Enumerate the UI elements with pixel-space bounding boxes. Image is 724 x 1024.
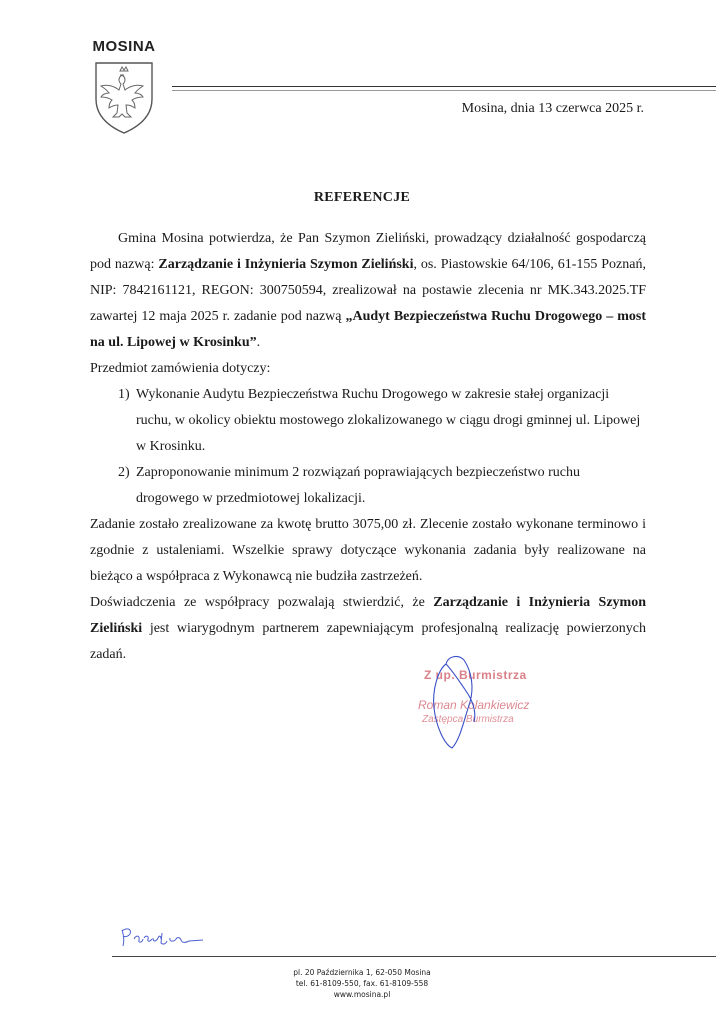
header-divider bbox=[172, 86, 716, 87]
intro-text: Gmina Mosina potwierdza, że Pan Szymon Zieliński, prowadzący działalność gospodarczą pod nazwą: bbox=[90, 231, 646, 272]
brand-name: MOSINA bbox=[92, 38, 156, 55]
footer-contact bbox=[0, 967, 724, 1000]
letter-date: Mosina, dnia 13 czerwca 2025 r. bbox=[461, 101, 644, 116]
list-item-number: 2) bbox=[118, 465, 130, 480]
footer-divider bbox=[112, 956, 716, 957]
letterhead-logo bbox=[86, 38, 162, 135]
list-item bbox=[90, 460, 646, 512]
stamp-line-authority: Z up. Burmistrza bbox=[424, 668, 527, 682]
scope-list bbox=[90, 382, 646, 512]
footer-address: pl. 20 Października 1, 62-050 Mosina bbox=[293, 968, 431, 977]
letter-body bbox=[90, 226, 646, 668]
stamp-line-name: Roman Kolankiewicz bbox=[418, 698, 530, 712]
intro-details: , os. Piastowskie 64/106, 61-155 Poznań, NIP: 7842161121, REGON: 300750594, zrealizował na postawie zlecenia nr MK.343.2025.TF zawartej 12 maja 2025 r. zadanie pod nazwą bbox=[90, 257, 646, 324]
company-name: Zarządzanie i Inżynieria Szymon Zieliński bbox=[90, 595, 647, 636]
list-item-number: 1) bbox=[118, 387, 130, 402]
conclusion-end: jest wiarygodnym partnerem zapewniającym profesjonalną realizację powierzonych zadań. bbox=[90, 621, 646, 662]
handwritten-signature bbox=[412, 650, 602, 760]
header-divider-thin bbox=[172, 90, 716, 91]
list-item-text: Wykonanie Audytu Bezpieczeństwa Ruchu Drogowego w zakresie stałej organizacji ruchu, w okolicy obiektu mostowego zlokalizowanego w ciągu drogi gminnej ul. Lipowej w Krosinku. bbox=[136, 387, 641, 454]
document-title: REFERENCJE bbox=[313, 190, 411, 205]
intro-end: . bbox=[256, 335, 261, 350]
footer-website[interactable]: www.mosina.pl bbox=[333, 990, 391, 999]
conclusion-text: Doświadczenia ze współpracy pozwalają stwierdzić, że bbox=[90, 595, 434, 610]
intro-paragraph bbox=[90, 226, 646, 356]
handwritten-note bbox=[118, 924, 208, 950]
footer-phone: tel. 61-8109-550, fax. 61-8109-558 bbox=[295, 979, 429, 988]
list-item-text: Zaproponowanie minimum 2 rozwiązań poprawiających bezpieczeństwo ruchu drogowego w przedmiotowej lokalizacji. bbox=[136, 465, 580, 506]
task-name: „Audyt Bezpieczeństwa Ruchu Drogowego – most na ul. Lipowej w Krosinku” bbox=[90, 309, 646, 350]
list-item bbox=[90, 382, 646, 460]
signature-stamp bbox=[412, 650, 602, 760]
company-name: Zarządzanie i Inżynieria Szymon Zieliński bbox=[158, 257, 414, 272]
eagle-crest-icon bbox=[92, 59, 156, 135]
execution-paragraph: Zadanie zostało zrealizowane za kwotę brutto 3075,00 zł. Zlecenie zostało wykonane terminowo i zgodnie z ustaleniami. Wszelkie sprawy dotyczące wykonania zadania były realizowane na bieżąco a współpraca z Wykonawcą nie budziła zastrzeżeń. bbox=[90, 517, 646, 584]
scope-heading: Przedmiot zamówienia dotyczy: bbox=[90, 361, 271, 376]
stamp-line-position: Zastępca Burmistrza bbox=[422, 714, 514, 725]
